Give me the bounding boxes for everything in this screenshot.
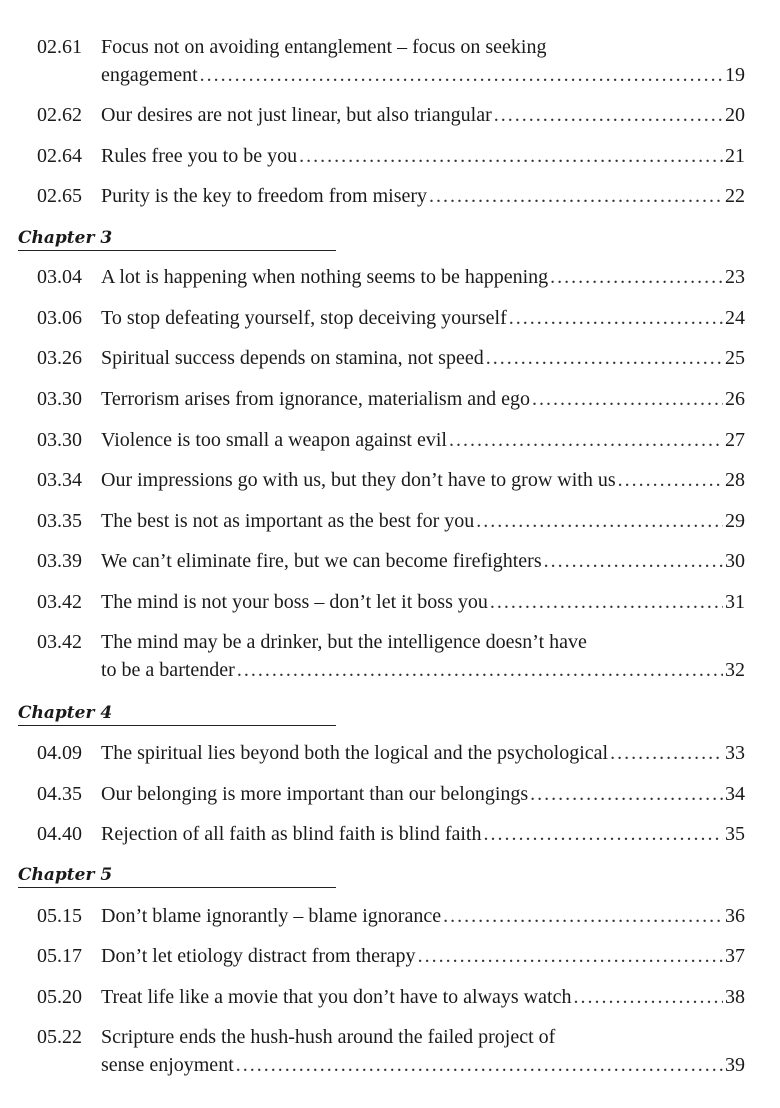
entry-number: 03.04	[37, 266, 82, 288]
chapter-heading: Chapter 3	[18, 227, 336, 251]
entry-title: Our impressions go with us, but they don’t have to grow with us	[101, 469, 616, 491]
entry-title-line1: Focus not on avoiding entanglement – focus on seeking	[101, 36, 547, 58]
entry-title: Spiritual success depends on stamina, not speed	[101, 347, 484, 369]
page-number: 32	[725, 659, 745, 681]
dot-leader	[573, 983, 723, 1011]
entry-title-line1: Scripture ends the hush-hush around the failed project of	[101, 1026, 556, 1048]
page-number: 28	[725, 469, 745, 491]
dot-leader	[532, 385, 723, 413]
entry-title: Don’t let etiology distract from therapy	[101, 945, 416, 967]
entry-number: 02.61	[37, 36, 82, 58]
page-number: 22	[725, 185, 745, 207]
entry-title: Our desires are not just linear, but also triangular	[101, 104, 492, 126]
entry-number: 03.42	[37, 631, 82, 653]
dot-leader	[418, 942, 723, 970]
entry-number: 05.15	[37, 905, 82, 927]
page-number: 39	[725, 1054, 745, 1076]
entry-title: sense enjoyment	[101, 1054, 234, 1076]
chapter-heading: Chapter 4	[18, 702, 336, 726]
page-number: 30	[725, 550, 745, 572]
entry-title: The best is not as important as the best for you	[101, 510, 475, 532]
entry-title: Terrorism arises from ignorance, materialism and ego	[101, 388, 531, 410]
entry-title: Don’t blame ignorantly – blame ignorance	[101, 905, 442, 927]
dot-leader	[429, 182, 723, 210]
page-number: 19	[725, 64, 745, 86]
entry-title: Rules free you to be you	[101, 145, 298, 167]
entry-number: 03.26	[37, 347, 82, 369]
entry-number: 05.20	[37, 986, 82, 1008]
dot-leader	[299, 142, 723, 170]
entry-number: 03.34	[37, 469, 82, 491]
entry-number: 03.30	[37, 388, 82, 410]
page-number: 37	[725, 945, 745, 967]
dot-leader	[610, 739, 723, 767]
entry-number: 02.64	[37, 145, 82, 167]
dot-leader	[237, 656, 723, 684]
entry-title-line1: The mind may be a drinker, but the intelligence doesn’t have	[101, 631, 587, 653]
entry-number: 03.35	[37, 510, 82, 532]
entry-number: 03.39	[37, 550, 82, 572]
page-number: 31	[725, 591, 745, 613]
dot-leader	[618, 466, 723, 494]
entry-number: 04.35	[37, 783, 82, 805]
entry-number: 05.17	[37, 945, 82, 967]
dot-leader	[449, 426, 723, 454]
dot-leader	[476, 507, 723, 535]
page-number: 21	[725, 145, 745, 167]
entry-title: The mind is not your boss – don’t let it boss you	[101, 591, 488, 613]
entry-title: The spiritual lies beyond both the logical and the psychological	[101, 742, 609, 764]
entry-title: Violence is too small a weapon against evil	[101, 429, 447, 451]
dot-leader	[509, 304, 723, 332]
entry-number: 03.42	[37, 591, 82, 613]
dot-leader	[236, 1051, 723, 1079]
entry-number: 03.06	[37, 307, 82, 329]
entry-title: to be a bartender	[101, 659, 235, 681]
page-number: 25	[725, 347, 745, 369]
page-number: 35	[725, 823, 745, 845]
entry-title: engagement	[101, 64, 198, 86]
entry-title: To stop defeating yourself, stop deceiving yourself	[101, 307, 507, 329]
page-number: 27	[725, 429, 745, 451]
entry-number: 04.09	[37, 742, 82, 764]
entry-title: Purity is the key to freedom from misery	[101, 185, 428, 207]
dot-leader	[530, 780, 723, 808]
entry-number: 02.65	[37, 185, 82, 207]
dot-leader	[200, 61, 723, 89]
dot-leader	[486, 344, 723, 372]
entry-title: A lot is happening when nothing seems to be happening	[101, 266, 549, 288]
entry-number: 05.22	[37, 1026, 82, 1048]
entry-number: 03.30	[37, 429, 82, 451]
page-number: 29	[725, 510, 745, 532]
entry-title: Treat life like a movie that you don’t have to always watch	[101, 986, 572, 1008]
page-number: 33	[725, 742, 745, 764]
entry-title: Our belonging is more important than our belongings	[101, 783, 529, 805]
entry-title: Rejection of all faith as blind faith is blind faith	[101, 823, 482, 845]
page-number: 24	[725, 307, 745, 329]
page-number: 20	[725, 104, 745, 126]
page-number: 26	[725, 388, 745, 410]
page-number: 36	[725, 905, 745, 927]
entry-title: We can’t eliminate fire, but we can become firefighters	[101, 550, 542, 572]
dot-leader	[490, 588, 723, 616]
dot-leader	[550, 263, 723, 291]
page-number: 38	[725, 986, 745, 1008]
dot-leader	[544, 547, 723, 575]
page-number: 23	[725, 266, 745, 288]
page-number: 34	[725, 783, 745, 805]
dot-leader	[483, 820, 723, 848]
entry-number: 04.40	[37, 823, 82, 845]
chapter-heading: Chapter 5	[18, 864, 336, 888]
entry-number: 02.62	[37, 104, 82, 126]
dot-leader	[443, 902, 723, 930]
dot-leader	[494, 101, 723, 129]
